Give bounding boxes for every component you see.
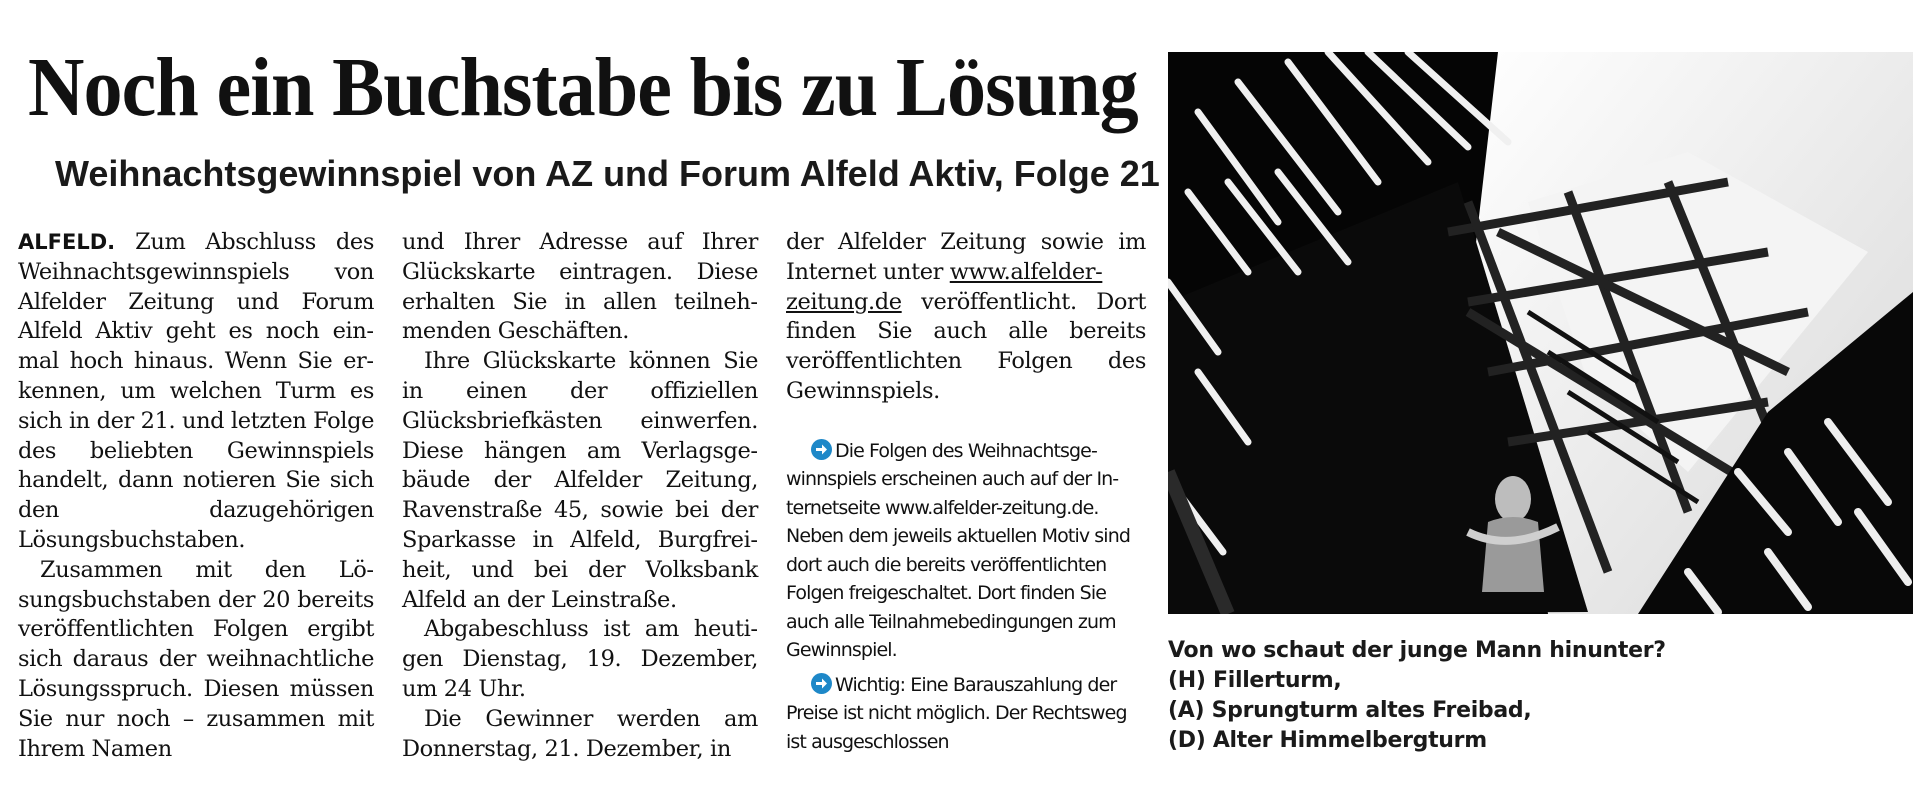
note-2: Wichtig: Eine Barauszahlung der Preise ist nicht möglich. Der Rechtsweg ist ausgeschlossen [786,673,1127,753]
subline: Weihnachtsgewinnspiel von AZ und Forum Alfeld Aktiv, Folge 21 [55,153,1160,194]
paragraph-3: Ihre Glückskarte können Sie in einen der offiziellen Glücksbriefkästen einwerfen. Diese hängen am Verlagsgebäude der Alfelder Zeitung, Ravenstraße 45, sowie bei der Sparkasse in Alfeld, Burgfreiheit, und bei der Volksbank Alfeld an der Leinstraße. [402,348,758,613]
paragraph-5-cont: der Alfelder Zeitung sowie im Internet unter www.alfelder- zeitung.de veröffentlicht. Dort finden Sie auch alle bereits veröffentlichten Folgen des Gewinnspiels. [786,229,1146,404]
quiz [1168,636,1913,756]
article-column-1 [18,228,374,764]
paragraph-5: Die Gewinner werden am Donnerstag, 21. Dezember, in [402,705,758,762]
quiz-option-h: (H) Fillerturm, [1168,668,1342,693]
paragraph-1: ALFELD. Zum Abschluss des Weihnachtsgewinnspiels von Alfelder Zeitung und Forum Alfeld Aktiv geht es noch einmal hoch hinaus. Wenn Sie erkennen, um welchen Turm es sich in der 21. und letzten Folge des beliebten Gewinnspiels handelt, dann notieren Sie sich den dazugehörigen Lösungsbuchstaben. [18,229,374,553]
info-notes [786,437,1146,757]
quiz-question: Von wo schaut der junge Mann hinunter? [1168,638,1666,663]
website-link[interactable]: www.alfelder- zeitung.de [786,258,1103,315]
note-1: Die Folgen des Weihnachtsgewinnspiels erscheinen auch auf der Internetseite www.alfelder-zeitung.de. Neben dem jeweils aktuellen Motiv sind dort auch die bereits veröffentlichten Folgen freigeschaltet. Dort finden Sie auch alle Teilnahmebedingungen zum Gewinnspiel. [786,439,1130,662]
arrow-right-circle-icon [811,673,832,694]
dateline: ALFELD. [18,230,116,254]
quiz-option-d: (D) Alter Himmelbergturm [1168,728,1487,753]
paragraph-4: Abgabeschluss ist am heutigen Dienstag, 19. Dezember, um 24 Uhr. [402,616,758,702]
article-column-2 [402,228,758,764]
paragraph-2: Zusammen mit den Lösungsbuchstaben der 20 bereits veröffentlichten Folgen ergibt sich daraus der weihnachtliche Lösungsspruch. Diesen müssen Sie nur noch – zusammen mit Ihrem Namen [18,556,374,762]
article-column-3 [786,228,1146,756]
tower-photo [1168,52,1913,614]
tower-photo-drawing [1168,52,1913,614]
arrow-right-circle-icon [811,439,832,460]
headline: Noch ein Buchstabe bis zu Lösung [28,41,1138,134]
quiz-option-a: (A) Sprungturm altes Freibad, [1168,698,1532,723]
paragraph-2-cont: und Ihrer Adresse auf Ihrer Glückskarte eintragen. Diese erhalten Sie in allen teilnehmenden Geschäften. [402,229,758,345]
